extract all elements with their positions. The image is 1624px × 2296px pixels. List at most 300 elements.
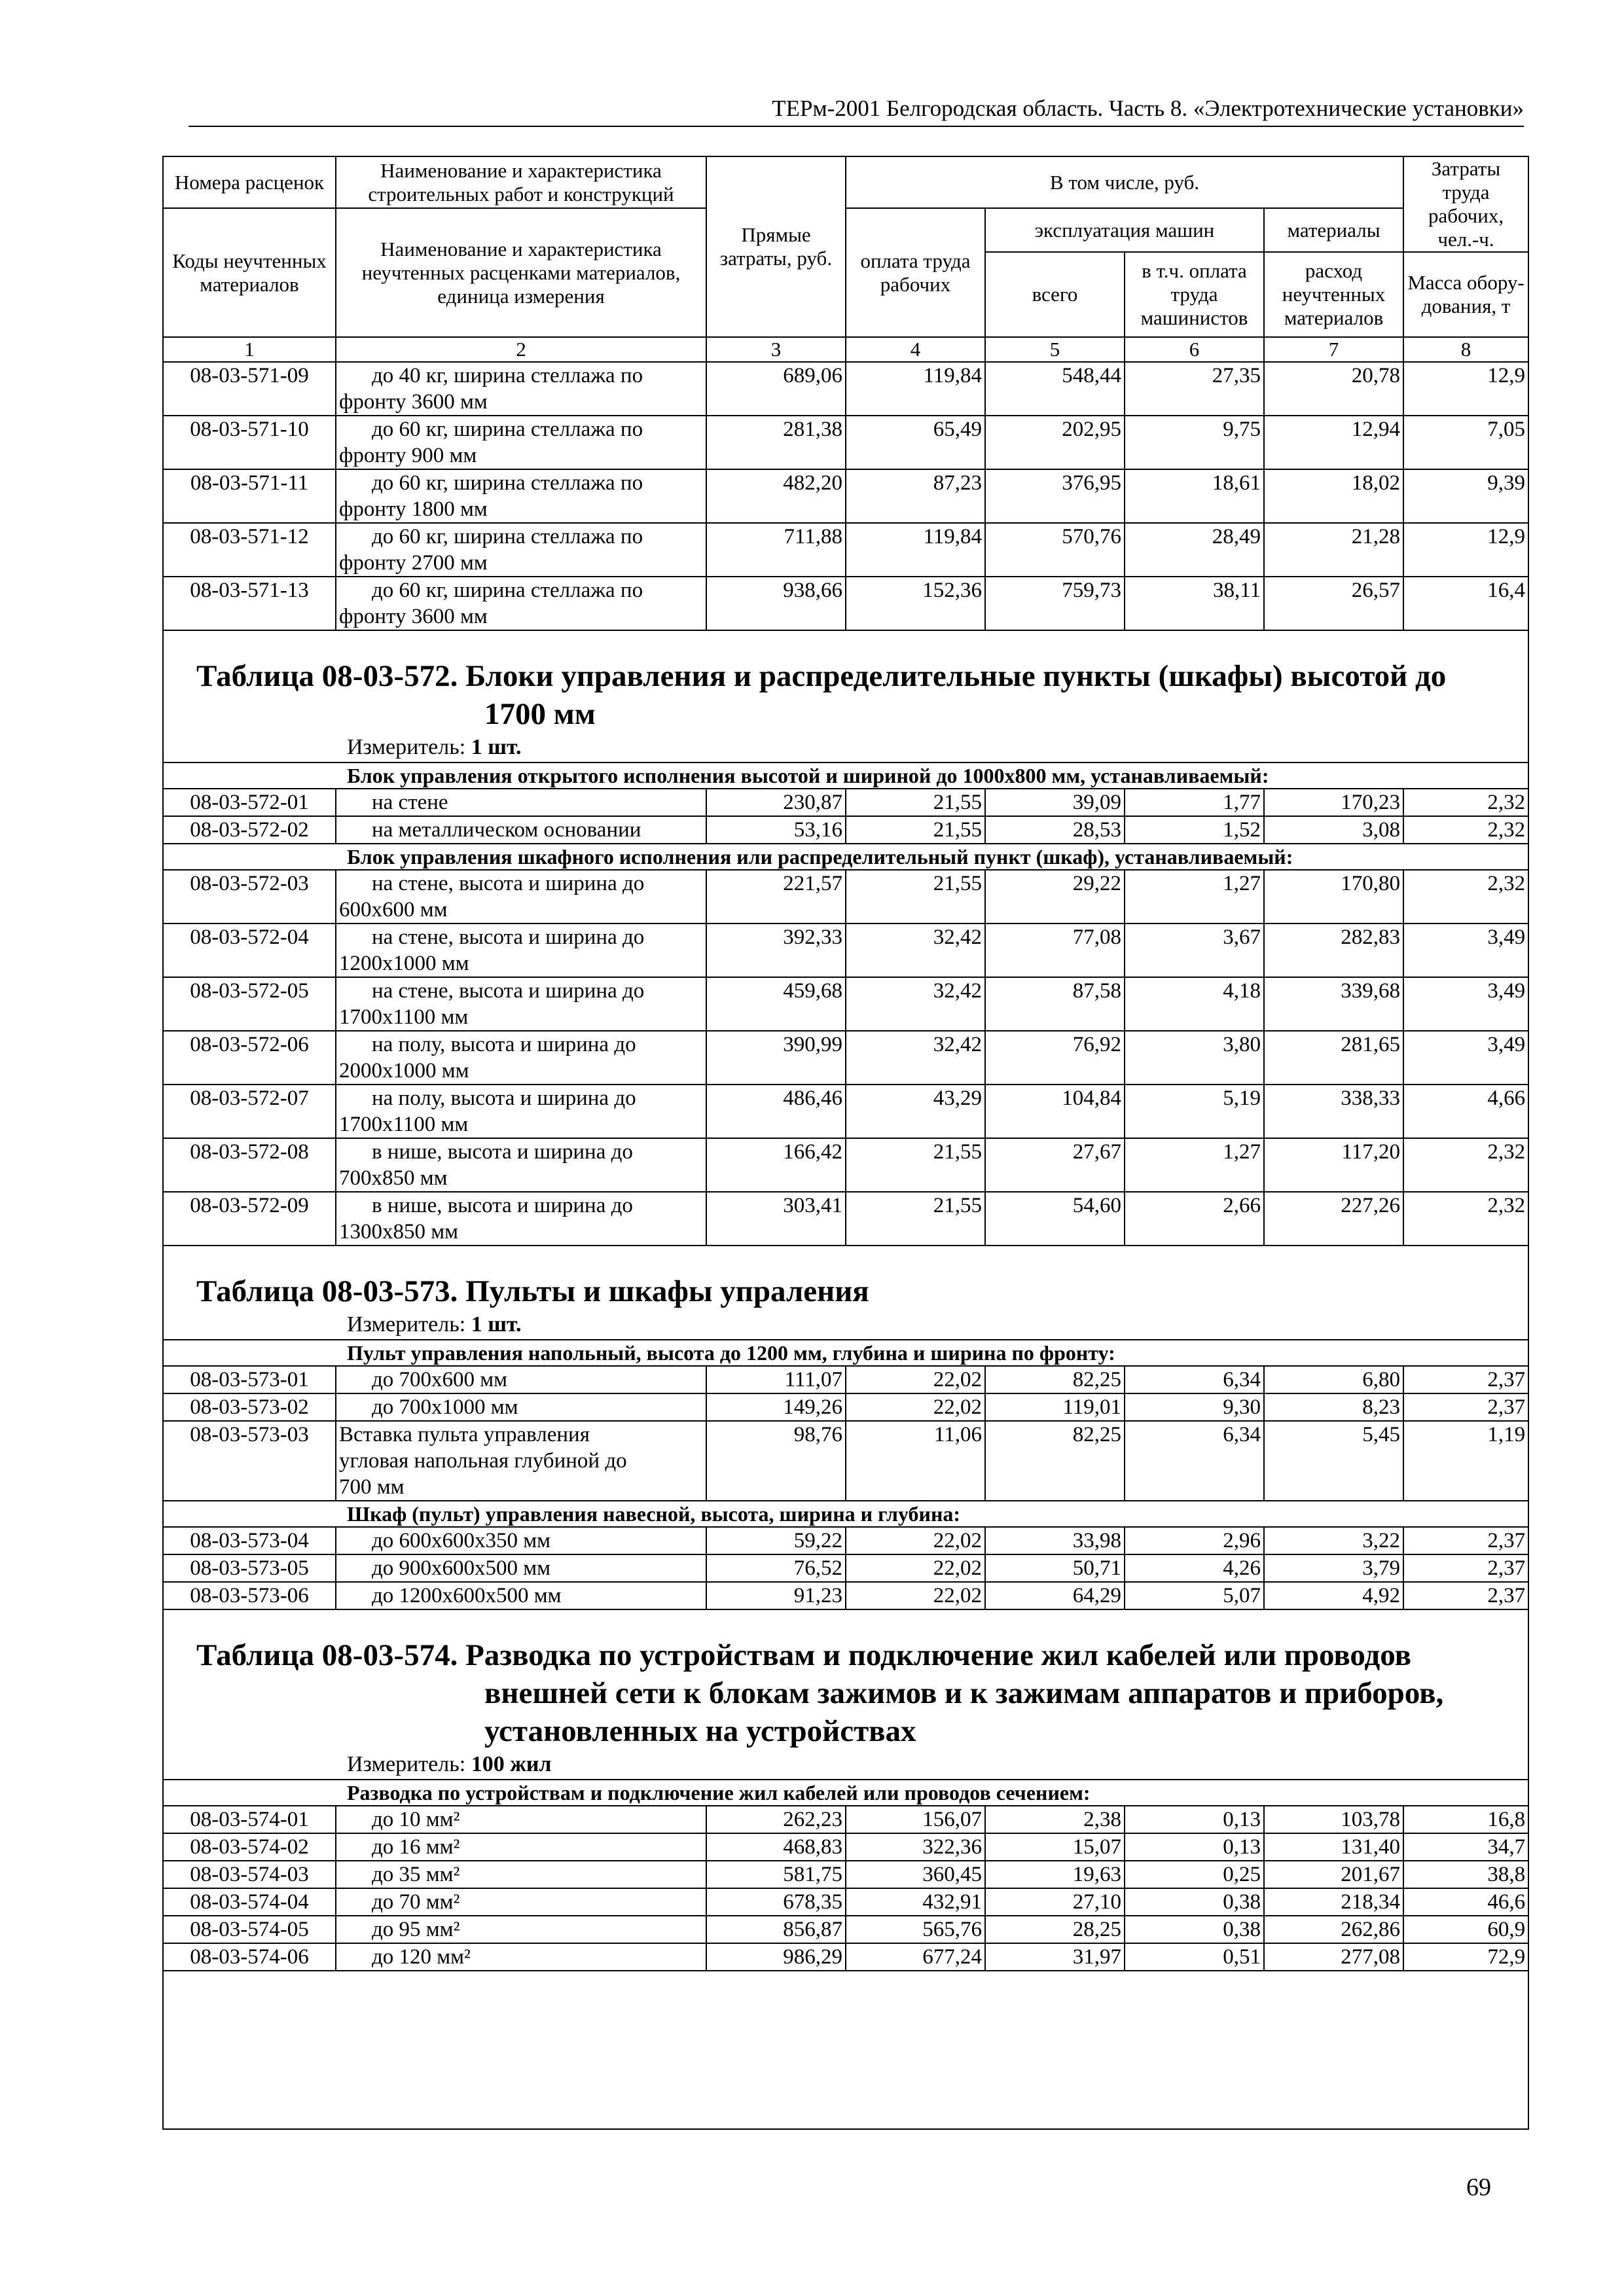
- name-line: до 95 мм²: [372, 1918, 460, 1941]
- running-header: ТЕРм-2001 Белгородская область. Часть 8. «Электротехнические установки»: [189, 94, 1524, 127]
- cell-vsego: 33,98: [985, 1527, 1125, 1554]
- cell-zatraty: 16,4: [1403, 577, 1528, 630]
- cell-pryamye: 581,75: [706, 1861, 846, 1888]
- name-line: на металлическом основании: [372, 818, 641, 842]
- cell-pryamye: 166,42: [706, 1138, 846, 1192]
- name-line: 700 мм: [339, 1475, 405, 1499]
- cell-pryamye: 711,88: [706, 523, 846, 577]
- cell-zatraty: 2,37: [1403, 1582, 1528, 1609]
- title-line: внешней сети к блокам зажимов и к зажимам аппаратов и приборов,: [484, 1676, 1444, 1710]
- group-row: [164, 762, 1528, 789]
- cell-pryamye: 678,35: [706, 1888, 846, 1916]
- unit-value: 1 шт.: [471, 735, 522, 759]
- cell-mashinist: 0,13: [1125, 1806, 1264, 1833]
- row-name: [336, 1527, 706, 1554]
- cell-mashinist: 0,51: [1125, 1943, 1264, 1971]
- cell-pryamye: 221,57: [706, 870, 846, 924]
- col-num: 8: [1403, 337, 1528, 362]
- cell-materialy: 4,92: [1264, 1582, 1403, 1609]
- col-oplata: оплата труда рабочих: [846, 208, 985, 337]
- cell-mashinist: 9,75: [1125, 416, 1264, 469]
- name-line: до 60 кг, ширина стеллажа по: [372, 525, 643, 548]
- cell-zatraty: 2,32: [1403, 870, 1528, 924]
- table-572-heading: [164, 657, 1528, 733]
- name-line: фронту 900 мм: [339, 444, 477, 467]
- row-name: [336, 816, 706, 844]
- row-name: [336, 362, 706, 416]
- cell-vsego: 82,25: [985, 1421, 1125, 1501]
- table-row: [164, 1916, 1528, 1943]
- row-code: 08-03-572-02: [164, 816, 336, 844]
- group-label: Шкаф (пульт) управления навесной, высота, ширина и глубина:: [164, 1501, 1528, 1527]
- table-row: [164, 1833, 1528, 1861]
- row-code: 08-03-573-03: [164, 1421, 336, 1501]
- row-name: [336, 1085, 706, 1138]
- cell-mashinist: 1,27: [1125, 1138, 1264, 1192]
- cell-oplata: 119,84: [846, 362, 985, 416]
- cell-materialy: 26,57: [1264, 577, 1403, 630]
- name-line: фронту 1800 мм: [339, 497, 488, 521]
- cell-pryamye: 76,52: [706, 1554, 846, 1582]
- cell-zatraty: 72,9: [1403, 1943, 1528, 1971]
- title-line: Таблица 08-03-574. Разводка по устройствам и подключение жил кабелей или проводов: [196, 1638, 1412, 1672]
- cell-materialy: 3,79: [1264, 1554, 1403, 1582]
- group-row: [164, 1780, 1528, 1806]
- table-row: [164, 1527, 1528, 1554]
- cell-mashinist: 4,18: [1125, 977, 1264, 1031]
- table-row: [164, 1393, 1528, 1421]
- row-name: [336, 1138, 706, 1192]
- row-name: [336, 870, 706, 924]
- cell-pryamye: 689,06: [706, 362, 846, 416]
- cell-materialy: 12,94: [1264, 416, 1403, 469]
- cell-materialy: 103,78: [1264, 1806, 1403, 1833]
- table-574: [164, 1779, 1528, 1971]
- name-line: до 40 кг, ширина стеллажа по: [372, 364, 643, 387]
- name-line: фронту 2700 мм: [339, 551, 488, 575]
- cell-mashinist: 38,11: [1125, 577, 1264, 630]
- cell-mashinist: 3,80: [1125, 1031, 1264, 1085]
- group-label: Блок управления открытого исполнения высотой и шириной до 1000х800 мм, устанавливаемый:: [164, 762, 1528, 789]
- cell-oplata: 677,24: [846, 1943, 985, 1971]
- cell-materialy: 3,08: [1264, 816, 1403, 844]
- table-574-heading: [164, 1636, 1528, 1750]
- row-name: [336, 1806, 706, 1833]
- table-row: [164, 789, 1528, 816]
- cell-zatraty: 12,9: [1403, 523, 1528, 577]
- cell-zatraty: 38,8: [1403, 1861, 1528, 1888]
- cell-mashinist: 2,96: [1125, 1527, 1264, 1554]
- row-name: [336, 1393, 706, 1421]
- cell-vsego: 376,95: [985, 469, 1125, 523]
- cell-vsego: 119,01: [985, 1393, 1125, 1421]
- title-line: установленных на устройствах: [484, 1714, 916, 1748]
- row-code: 08-03-574-05: [164, 1916, 336, 1943]
- cell-pryamye: 53,16: [706, 816, 846, 844]
- row-name: [336, 416, 706, 469]
- cell-pryamye: 986,29: [706, 1943, 846, 1971]
- measure-unit: [164, 1310, 1528, 1339]
- col-num: 4: [846, 337, 985, 362]
- cell-pryamye: 91,23: [706, 1582, 846, 1609]
- row-code: 08-03-573-06: [164, 1582, 336, 1609]
- cell-pryamye: 938,66: [706, 577, 846, 630]
- cell-oplata: 65,49: [846, 416, 985, 469]
- cell-zatraty: 46,6: [1403, 1888, 1528, 1916]
- row-code: 08-03-571-10: [164, 416, 336, 469]
- cell-zatraty: 3,49: [1403, 1031, 1528, 1085]
- name-line: Вставка пульта управления: [339, 1423, 590, 1446]
- col-num: 1: [164, 337, 336, 362]
- cell-mashinist: 5,19: [1125, 1085, 1264, 1138]
- cell-materialy: 131,40: [1264, 1833, 1403, 1861]
- cell-materialy: 338,33: [1264, 1085, 1403, 1138]
- cell-vsego: 19,63: [985, 1861, 1125, 1888]
- row-name: [336, 1192, 706, 1246]
- name-line: на полу, высота и ширина до: [372, 1086, 636, 1110]
- cell-oplata: 21,55: [846, 816, 985, 844]
- table-row: [164, 362, 1528, 416]
- cell-materialy: 277,08: [1264, 1943, 1403, 1971]
- table-row: [164, 1861, 1528, 1888]
- cell-mashinist: 18,61: [1125, 469, 1264, 523]
- cell-pryamye: 482,20: [706, 469, 846, 523]
- name-line: до 1200х600х500 мм: [372, 1584, 562, 1607]
- table-row: [164, 1806, 1528, 1833]
- cell-oplata: 432,91: [846, 1888, 985, 1916]
- group-label: Разводка по устройствам и подключение жил кабелей или проводов сечением:: [164, 1780, 1528, 1806]
- col-nomera: Номера расценок: [164, 157, 336, 208]
- cell-materialy: 201,67: [1264, 1861, 1403, 1888]
- name-line: до 900х600х500 мм: [372, 1556, 551, 1580]
- cell-mashinist: 4,26: [1125, 1554, 1264, 1582]
- cell-vsego: 570,76: [985, 523, 1125, 577]
- name-line: 1700х1100 мм: [339, 1113, 469, 1136]
- name-line: до 60 кг, ширина стеллажа по: [372, 579, 643, 602]
- cell-oplata: 22,02: [846, 1582, 985, 1609]
- table-row: [164, 1366, 1528, 1393]
- cell-zatraty: 2,37: [1403, 1554, 1528, 1582]
- name-line: до 35 мм²: [372, 1863, 460, 1886]
- row-name: [336, 469, 706, 523]
- row-code: 08-03-574-01: [164, 1806, 336, 1833]
- cell-vsego: 76,92: [985, 1031, 1125, 1085]
- section-title: [196, 1636, 1495, 1750]
- cell-mashinist: 1,77: [1125, 789, 1264, 816]
- cell-zatraty: 7,05: [1403, 416, 1528, 469]
- name-line: 1200х1000 мм: [339, 952, 469, 975]
- cell-mashinist: 0,38: [1125, 1916, 1264, 1943]
- cell-pryamye: 856,87: [706, 1916, 846, 1943]
- cell-materialy: 18,02: [1264, 469, 1403, 523]
- cell-zatraty: 1,19: [1403, 1421, 1528, 1501]
- col-pryamye: Прямые затраты, руб.: [706, 157, 846, 337]
- row-code: 08-03-574-04: [164, 1888, 336, 1916]
- table-573: [164, 1339, 1528, 1610]
- page-number: 69: [1466, 2174, 1491, 2201]
- cell-zatraty: 3,49: [1403, 977, 1528, 1031]
- table-row: [164, 1085, 1528, 1138]
- cell-vsego: 28,25: [985, 1916, 1125, 1943]
- name-line: на стене: [372, 791, 448, 814]
- col-massa: Масса обору-дования, т: [1403, 252, 1528, 337]
- col-zatraty: Затраты труда рабочих, чел.-ч.: [1403, 157, 1528, 252]
- cell-zatraty: 2,32: [1403, 789, 1528, 816]
- cell-mashinist: 2,66: [1125, 1192, 1264, 1246]
- table-row: [164, 816, 1528, 844]
- col-kody: Коды неучтенных материалов: [164, 208, 336, 337]
- row-code: 08-03-571-12: [164, 523, 336, 577]
- row-name: [336, 1031, 706, 1085]
- row-name: [336, 523, 706, 577]
- cell-zatraty: 2,37: [1403, 1527, 1528, 1554]
- cell-mashinist: 5,07: [1125, 1582, 1264, 1609]
- row-code: 08-03-574-02: [164, 1833, 336, 1861]
- cell-oplata: 322,36: [846, 1833, 985, 1861]
- table-row: [164, 416, 1528, 469]
- name-line: до 10 мм²: [372, 1808, 460, 1831]
- table-573-heading: [164, 1272, 1528, 1310]
- col-ekspl: эксплуатация машин: [985, 208, 1264, 252]
- row-code: 08-03-572-05: [164, 977, 336, 1031]
- cell-vsego: 15,07: [985, 1833, 1125, 1861]
- group-label: Пульт управления напольный, высота до 1200 мм, глубина и ширина по фронту:: [164, 1340, 1528, 1366]
- cell-materialy: 170,23: [1264, 789, 1403, 816]
- cell-vsego: 64,29: [985, 1582, 1125, 1609]
- cell-oplata: 87,23: [846, 469, 985, 523]
- cell-pryamye: 390,99: [706, 1031, 846, 1085]
- document-frame: [162, 156, 1529, 2130]
- cell-oplata: 21,55: [846, 1192, 985, 1246]
- cell-pryamye: 303,41: [706, 1192, 846, 1246]
- table-row: [164, 1031, 1528, 1085]
- col-num: 7: [1264, 337, 1403, 362]
- main-table: [164, 157, 1528, 631]
- cell-vsego: 548,44: [985, 362, 1125, 416]
- row-name: [336, 977, 706, 1031]
- cell-pryamye: 230,87: [706, 789, 846, 816]
- row-code: 08-03-573-01: [164, 1366, 336, 1393]
- group-label: Блок управления шкафного исполнения или распределительный пункт (шкаф), устанавливаемый:: [164, 844, 1528, 870]
- row-code: 08-03-572-03: [164, 870, 336, 924]
- row-code: 08-03-574-03: [164, 1861, 336, 1888]
- cell-zatraty: 2,37: [1403, 1393, 1528, 1421]
- table-row: [164, 1554, 1528, 1582]
- cell-materialy: 281,65: [1264, 1031, 1403, 1085]
- cell-pryamye: 59,22: [706, 1527, 846, 1554]
- table-row: [164, 924, 1528, 977]
- cell-mashinist: 3,67: [1125, 924, 1264, 977]
- unit-value: 100 жил: [471, 1752, 552, 1776]
- table-row: [164, 1888, 1528, 1916]
- cell-materialy: 170,80: [1264, 870, 1403, 924]
- cell-oplata: 43,29: [846, 1085, 985, 1138]
- table-row: [164, 1943, 1528, 1971]
- row-code: 08-03-574-06: [164, 1943, 336, 1971]
- row-name: [336, 577, 706, 630]
- cell-zatraty: 2,32: [1403, 816, 1528, 844]
- row-name: [336, 1943, 706, 1971]
- name-line: 2000х1000 мм: [339, 1059, 469, 1083]
- cell-oplata: 32,42: [846, 1031, 985, 1085]
- name-line: 1300х850 мм: [339, 1220, 459, 1244]
- row-code: 08-03-573-04: [164, 1527, 336, 1554]
- row-name: [336, 1554, 706, 1582]
- col-num: 2: [336, 337, 706, 362]
- cell-zatraty: 12,9: [1403, 362, 1528, 416]
- col-vsego: всего: [985, 252, 1125, 337]
- cell-oplata: 32,42: [846, 977, 985, 1031]
- group-row: [164, 844, 1528, 870]
- name-line: на полу, высота и ширина до: [372, 1033, 636, 1056]
- row-name: [336, 924, 706, 977]
- row-code: 08-03-572-07: [164, 1085, 336, 1138]
- row-code: 08-03-572-06: [164, 1031, 336, 1085]
- cell-oplata: 119,84: [846, 523, 985, 577]
- cell-pryamye: 281,38: [706, 416, 846, 469]
- row-name: [336, 1582, 706, 1609]
- cell-vsego: 39,09: [985, 789, 1125, 816]
- cell-vsego: 104,84: [985, 1085, 1125, 1138]
- col-num: 6: [1125, 337, 1264, 362]
- cell-materialy: 117,20: [1264, 1138, 1403, 1192]
- cell-oplata: 360,45: [846, 1861, 985, 1888]
- cell-pryamye: 468,83: [706, 1833, 846, 1861]
- row-code: 08-03-573-05: [164, 1554, 336, 1582]
- cell-vsego: 50,71: [985, 1554, 1125, 1582]
- cell-materialy: 282,83: [1264, 924, 1403, 977]
- row-code: 08-03-572-04: [164, 924, 336, 977]
- name-line: на стене, высота и ширина до: [372, 872, 645, 895]
- col-num: 3: [706, 337, 846, 362]
- table-row: [164, 1192, 1528, 1246]
- cell-vsego: 202,95: [985, 416, 1125, 469]
- cell-pryamye: 262,23: [706, 1806, 846, 1833]
- cell-oplata: 22,02: [846, 1527, 985, 1554]
- cell-vsego: 29,22: [985, 870, 1125, 924]
- unit-value: 1 шт.: [471, 1312, 522, 1336]
- cell-pryamye: 392,33: [706, 924, 846, 977]
- row-name: [336, 789, 706, 816]
- cell-materialy: 20,78: [1264, 362, 1403, 416]
- cell-oplata: 565,76: [846, 1916, 985, 1943]
- col-naim2: Наименование и характеристика неучтенных расценками материалов, единица измерения: [336, 208, 706, 337]
- cell-vsego: 82,25: [985, 1366, 1125, 1393]
- row-code: 08-03-571-11: [164, 469, 336, 523]
- cell-pryamye: 111,07: [706, 1366, 846, 1393]
- col-rashod: расход неучтенных материалов: [1264, 252, 1403, 337]
- cell-mashinist: 0,38: [1125, 1888, 1264, 1916]
- row-code: 08-03-573-02: [164, 1393, 336, 1421]
- row-name: [336, 1861, 706, 1888]
- measure-unit: [164, 733, 1528, 762]
- col-num: 5: [985, 337, 1125, 362]
- cell-oplata: 32,42: [846, 924, 985, 977]
- cell-mashinist: 0,13: [1125, 1833, 1264, 1861]
- cell-zatraty: 2,32: [1403, 1192, 1528, 1246]
- name-line: угловая напольная глубиной до: [339, 1449, 627, 1473]
- col-vtom: В том числе, руб.: [846, 157, 1403, 208]
- unit-label: Измеритель:: [347, 735, 466, 759]
- col-naim: Наименование и характеристика строительных работ и конструкций: [336, 157, 706, 208]
- cell-zatraty: 3,49: [1403, 924, 1528, 977]
- row-code: 08-03-572-08: [164, 1138, 336, 1192]
- row-name: [336, 1833, 706, 1861]
- cell-oplata: 22,02: [846, 1366, 985, 1393]
- cell-oplata: 21,55: [846, 789, 985, 816]
- row-code: 08-03-572-01: [164, 789, 336, 816]
- cell-vsego: 28,53: [985, 816, 1125, 844]
- cell-materialy: 218,34: [1264, 1888, 1403, 1916]
- rows-571: [164, 362, 1528, 630]
- name-line: до 60 кг, ширина стеллажа по: [372, 418, 643, 441]
- name-line: до 70 мм²: [372, 1890, 460, 1914]
- cell-vsego: 759,73: [985, 577, 1125, 630]
- cell-zatraty: 2,37: [1403, 1366, 1528, 1393]
- cell-mashinist: 9,30: [1125, 1393, 1264, 1421]
- table-572: [164, 762, 1528, 1246]
- table-row: [164, 469, 1528, 523]
- cell-zatraty: 34,7: [1403, 1833, 1528, 1861]
- cell-materialy: 227,26: [1264, 1192, 1403, 1246]
- table-row: [164, 1421, 1528, 1501]
- group-row: [164, 1501, 1528, 1527]
- name-line: 600х600 мм: [339, 898, 448, 922]
- name-line: до 60 кг, ширина стеллажа по: [372, 471, 643, 495]
- group-row: [164, 1340, 1528, 1366]
- cell-materialy: 3,22: [1264, 1527, 1403, 1554]
- cell-mashinist: 6,34: [1125, 1421, 1264, 1501]
- cell-materialy: 5,45: [1264, 1421, 1403, 1501]
- row-name: [336, 1916, 706, 1943]
- cell-zatraty: 16,8: [1403, 1806, 1528, 1833]
- cell-pryamye: 459,68: [706, 977, 846, 1031]
- name-line: фронту 3600 мм: [339, 390, 488, 414]
- row-name: [336, 1888, 706, 1916]
- cell-zatraty: 60,9: [1403, 1916, 1528, 1943]
- cell-materialy: 21,28: [1264, 523, 1403, 577]
- name-line: до 700х1000 мм: [372, 1395, 518, 1419]
- cell-zatraty: 4,66: [1403, 1085, 1528, 1138]
- section-title: [196, 657, 1495, 733]
- cell-oplata: 152,36: [846, 577, 985, 630]
- unit-label: Измеритель:: [347, 1752, 466, 1776]
- cell-pryamye: 149,26: [706, 1393, 846, 1421]
- row-code: 08-03-572-09: [164, 1192, 336, 1246]
- table-header: [164, 157, 1528, 362]
- row-name: [336, 1421, 706, 1501]
- cell-materialy: 6,80: [1264, 1366, 1403, 1393]
- cell-vsego: 2,38: [985, 1806, 1125, 1833]
- name-line: в нише, высота и ширина до: [372, 1140, 633, 1164]
- col-materialy: материалы: [1264, 208, 1403, 252]
- name-line: до 120 мм²: [372, 1945, 471, 1969]
- cell-oplata: 156,07: [846, 1806, 985, 1833]
- cell-materialy: 262,86: [1264, 1916, 1403, 1943]
- table-row: [164, 523, 1528, 577]
- section-title: Таблица 08-03-573. Пульты и шкафы упраления: [196, 1274, 869, 1308]
- table-row: [164, 1582, 1528, 1609]
- cell-materialy: 8,23: [1264, 1393, 1403, 1421]
- row-code: 08-03-571-13: [164, 577, 336, 630]
- title-line: Таблица 08-03-572. Блоки управления и распределительные пункты (шкафы) высотой до: [196, 659, 1447, 693]
- cell-mashinist: 27,35: [1125, 362, 1264, 416]
- cell-oplata: 21,55: [846, 1138, 985, 1192]
- cell-pryamye: 486,46: [706, 1085, 846, 1138]
- name-line: на стене, высота и ширина до: [372, 925, 645, 949]
- table-row: [164, 577, 1528, 630]
- name-line: до 700х600 мм: [372, 1368, 508, 1391]
